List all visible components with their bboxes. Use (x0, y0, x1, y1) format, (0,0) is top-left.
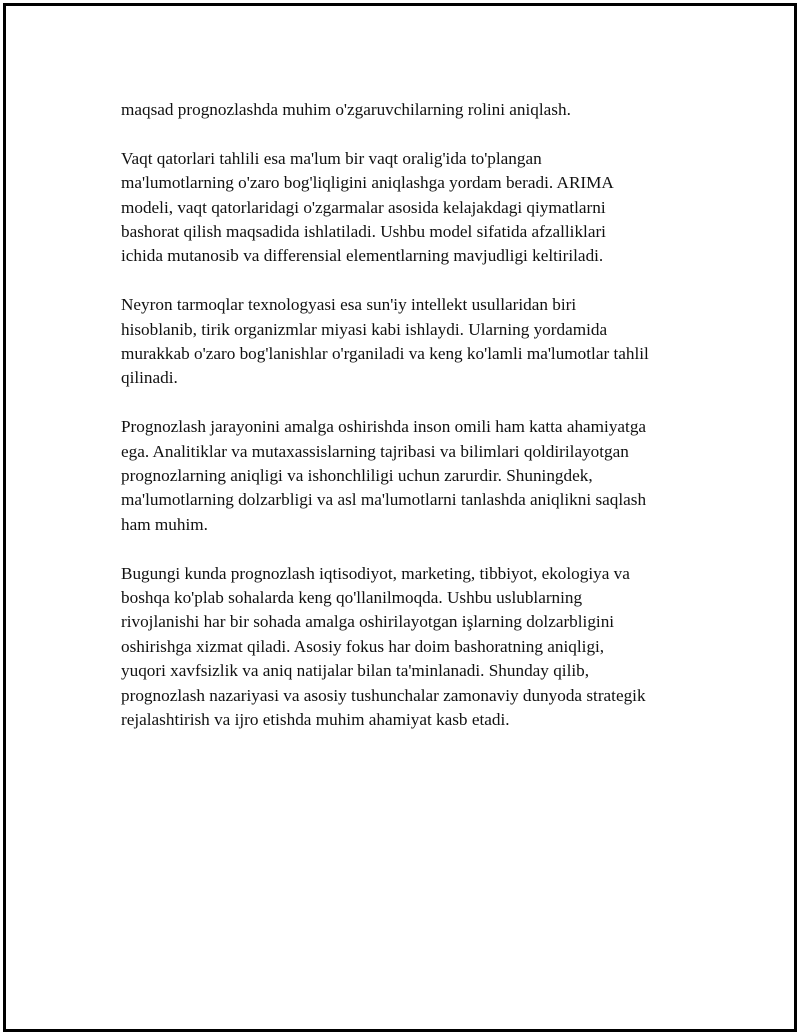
paragraph-1: maqsad prognozlashda muhim o'zgaruvchilarning rolini aniqlash. (121, 100, 571, 119)
paragraph-3: Neyron tarmoqlar texnologyasi esa sun'iy intellekt usullaridan biri hisoblanib, tirik organizmlar miyasi kabi ishlaydi. Ularning yordamida murakkab o'zaro bog'lanishlar o'rganiladi va keng ko'lamli ma'lumotlar tahlil qilinadi. (121, 295, 649, 388)
document-body (121, 98, 711, 757)
paragraph-5: Bugungi kunda prognozlash iqtisodiyot, marketing, tibbiyot, ekologiya va boshqa ko'plab sohalarda keng qo'llanilmoqda. Ushbu uslublarning rivojlanishi har bir sohada amalga oshirilayotgan işlarning dolzarbligini oshirishga xizmat qiladi. Asosiy fokus har doim bashoratning aniqligi, yuqori xavfsizlik va aniq natijalar bilan ta'minlanadi. Shunday qilib, prognozlash nazariyasi va asosiy tushunchalar zamonaviy dunyoda strategik rejalashtirish va ijro etishda muhim ahamiyat kasb etadi. (121, 563, 646, 730)
paragraph-2: Vaqt qatorlari tahlili esa ma'lum bir vaqt oralig'ida to'plangan ma'lumotlarning o'zaro bog'liqligini aniqlashga yordam beradi. ARIMA modeli, vaqt qatorlaridagi o'zgarmalar asosida kelajakdagi qiymatlarni bashorat qilish maqsadida ishlatiladi. Ushbu model sifatida afzalliklari ichida mutanosib va differensial elementlarning mavjudligi keltiriladi. (121, 148, 614, 266)
page-frame (3, 3, 797, 1032)
paragraph-4: Prognozlash jarayonini amalga oshirishda inson omili ham katta ahamiyatga ega. Analitiklar va mutaxassislarning tajribasi va bilimlari qoldirilayotgan prognozlarning aniqligi va ishonchliligi uchun zarurdir. Shuningdek, ma'lumotlarning dolzarbligi va asl ma'lumotlarni tanlashda aniqlikni saqlash ham muhim. (121, 417, 647, 534)
